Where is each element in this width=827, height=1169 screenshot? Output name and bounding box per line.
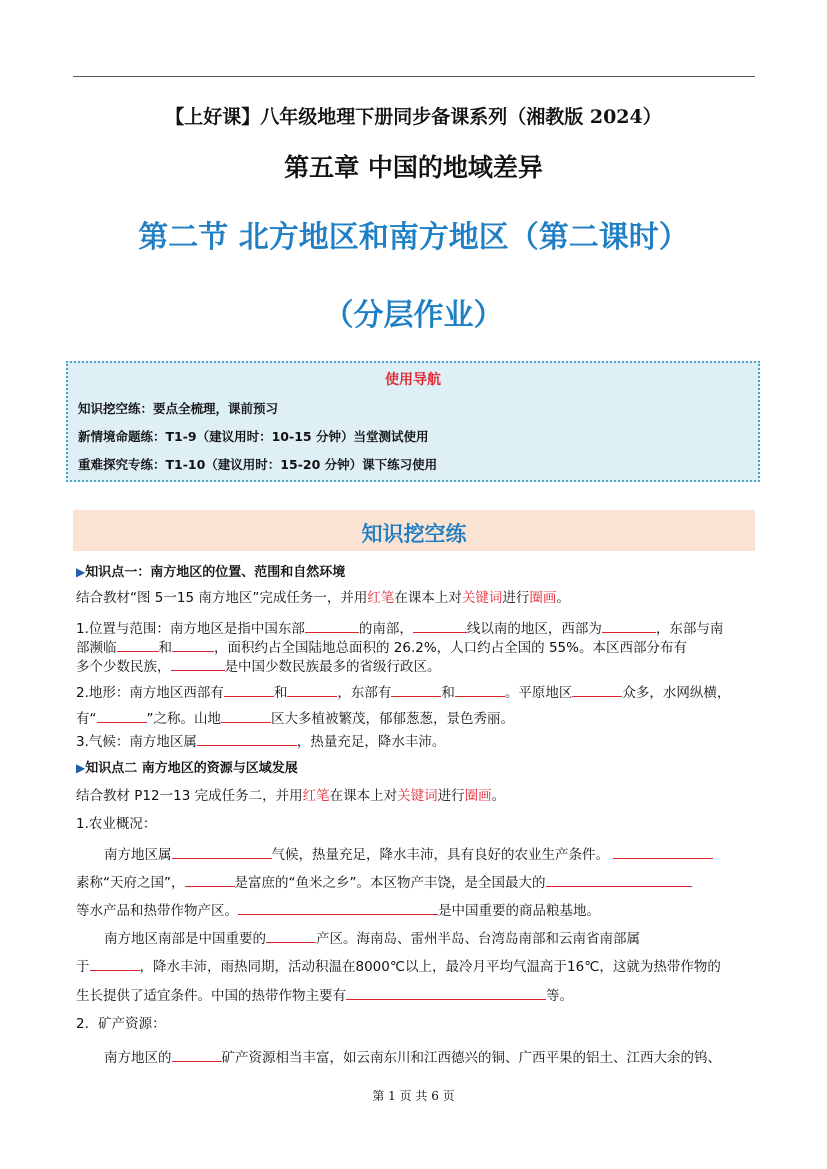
kp2-task: 结合教材 P12一13 完成任务二，并用红笔在课本上对关键词进行圈画。 xyxy=(76,788,506,804)
section-banner xyxy=(73,510,755,551)
series-title: 【上好课】八年级地理下册同步备课系列（湘教版 2024） xyxy=(165,106,662,128)
kp1-line: 2.地形：南方地区西部有 和 ，东部有 和 。平原地区 众多，水网纵横， xyxy=(76,682,730,702)
kp2-line: 于 ，降水丰沛，雨热同期，活动积温在8000℃以上，最冷月平均气温高于16℃，这就为热带作物的 xyxy=(76,956,721,976)
page-footer: 第 1 页 共 6 页 xyxy=(372,1089,455,1103)
kp1-line: 3.气候：南方地区属 ，热量充足，降水丰沛。 xyxy=(76,731,445,751)
fill-blank[interactable] xyxy=(172,844,272,859)
fill-blank[interactable] xyxy=(90,956,140,971)
fill-blank[interactable] xyxy=(97,708,147,723)
kp2-line: 南方地区南部是中国重要的 产区。海南岛、雷州半岛、台湾岛南部和云南省南部属 xyxy=(104,928,640,948)
chapter-title: 第五章 中国的地域差异 xyxy=(284,153,543,182)
guide-line: 新情境命题练：T1-9（建议用时：10-15 分钟）当堂测试使用 xyxy=(78,429,429,444)
fill-blank[interactable] xyxy=(117,637,159,652)
triangle-icon: ▶ xyxy=(76,761,86,775)
fill-blank[interactable] xyxy=(305,618,359,633)
usage-guide-box xyxy=(66,361,760,482)
guide-line: 重难探究专练：T1-10（建议用时：15-20 分钟）课下练习使用 xyxy=(78,457,438,472)
guide-title: 使用导航 xyxy=(385,372,441,388)
fill-blank[interactable] xyxy=(224,682,274,697)
triangle-icon: ▶ xyxy=(76,565,86,579)
fill-blank[interactable] xyxy=(455,682,505,697)
fill-blank[interactable] xyxy=(221,708,271,723)
kp2-line: 生长提供了适宜条件。中国的热带作物主要有 等。 xyxy=(76,985,573,1005)
guide-line: 知识挖空练：要点全梳理，课前预习 xyxy=(78,401,279,416)
kp1-line: 有“ ”之称。山地 区大多植被繁茂，郁郁葱葱，景色秀丽。 xyxy=(76,708,514,728)
kp2-line: 南方地区的 矿产资源相当丰富，如云南东川和江西德兴的铜、广西平果的铝土、江西大余的钨、 xyxy=(104,1047,721,1067)
banner-text: 知识挖空练 xyxy=(361,522,467,546)
fill-blank[interactable] xyxy=(391,682,441,697)
fill-blank[interactable] xyxy=(346,985,546,1000)
kp1-line: 部濒临 和 ，面积约占全国陆地总面积的 26.2%，人口约占全国的 55%。本区西部分布有 xyxy=(76,637,687,657)
fill-blank[interactable] xyxy=(172,1047,222,1062)
sub-title: （分层作业） xyxy=(323,298,504,333)
fill-blank[interactable] xyxy=(172,637,214,652)
kp2-line: 南方地区属 气候，热量充足，降水丰沛，具有良好的农业生产条件。 xyxy=(104,844,713,864)
fill-blank[interactable] xyxy=(266,928,316,943)
kp1-heading: ▶知识点一：南方地区的位置、范围和自然环境 xyxy=(76,565,346,580)
fill-blank[interactable] xyxy=(413,618,467,633)
fill-blank[interactable] xyxy=(287,682,337,697)
kp2-line: 等水产品和热带作物产区。 是中国重要的商品粮基地。 xyxy=(76,900,600,920)
kp2-heading: ▶知识点二 南方地区的资源与区域发展 xyxy=(76,761,298,776)
kp1-task: 结合教材“图 5一15 南方地区”完成任务一，并用红笔在课本上对关键词进行圈画。 xyxy=(76,590,570,606)
mineral-heading: 2．矿产资源： xyxy=(76,1016,166,1032)
kp1-line: 1.位置与范围：南方地区是指中国东部 的南部， 线以南的地区，西部为 ，东部与南 xyxy=(76,618,723,638)
agri-heading: 1.农业概况： xyxy=(76,816,157,832)
fill-blank[interactable] xyxy=(613,844,713,859)
fill-blank[interactable] xyxy=(197,731,297,746)
fill-blank[interactable] xyxy=(572,682,622,697)
section-title: 第二节 北方地区和南方地区（第二课时） xyxy=(138,220,689,255)
fill-blank[interactable] xyxy=(546,872,692,887)
fill-blank[interactable] xyxy=(185,872,235,887)
kp2-line: 素称“天府之国”， 是富庶的“鱼米之乡”。本区物产丰饶，是全国最大的 xyxy=(76,872,692,892)
kp1-line: 多个少数民族， 是中国少数民族最多的省级行政区。 xyxy=(76,656,441,676)
fill-blank[interactable] xyxy=(171,656,225,671)
fill-blank[interactable] xyxy=(602,618,656,633)
header-rule xyxy=(73,76,755,77)
fill-blank[interactable] xyxy=(238,900,438,915)
